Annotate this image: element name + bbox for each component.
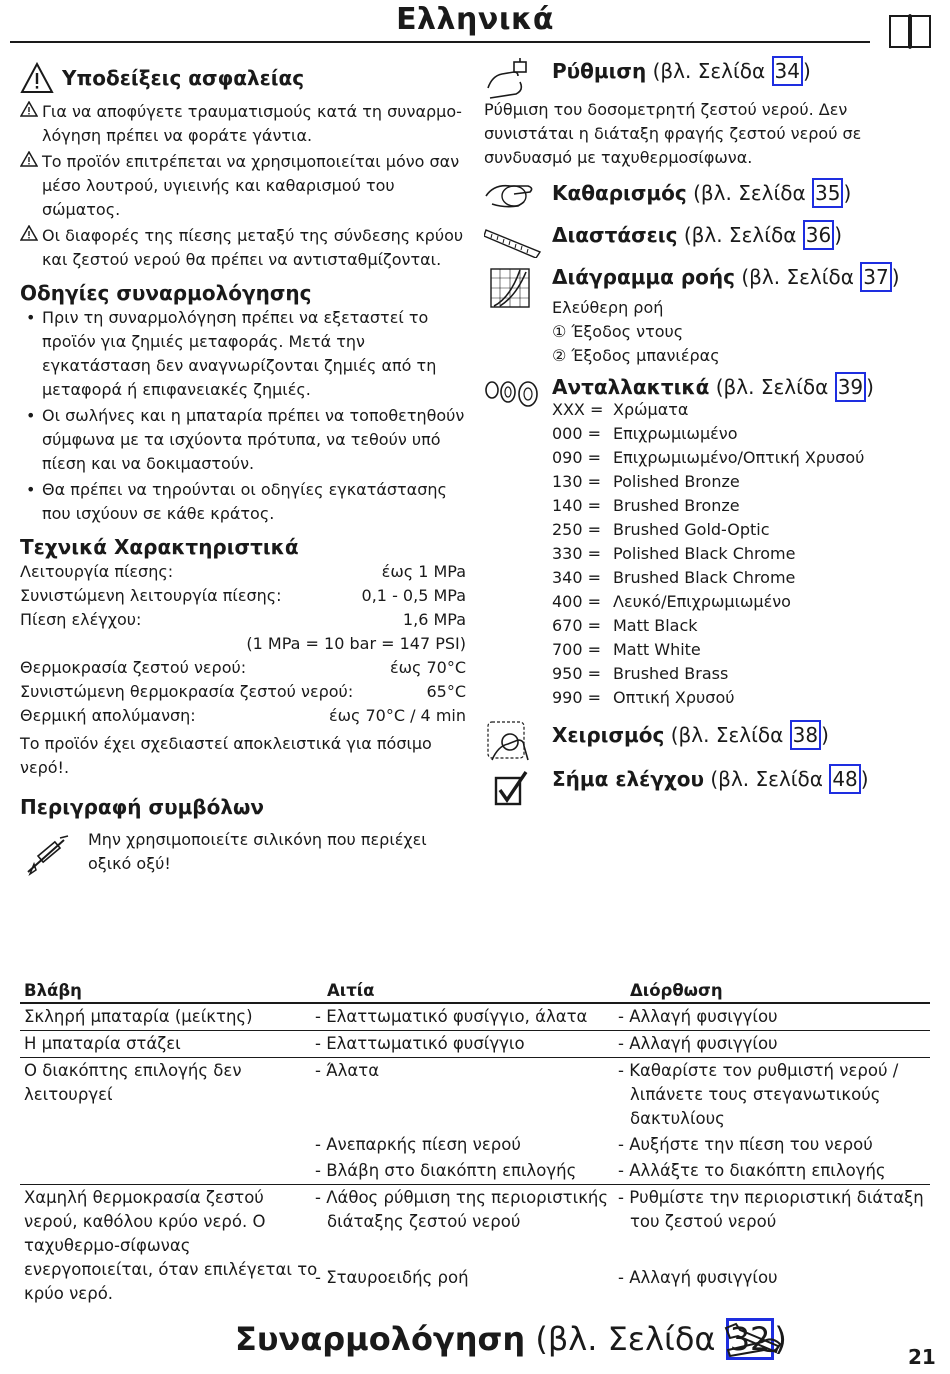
symbols-row	[20, 828, 466, 880]
cause-cell: - Βλάβη στο διακόπτη επιλογής	[323, 1158, 626, 1185]
color-name: Οπτική Χρυσού	[613, 688, 735, 707]
color-name: Brushed Gold-Optic	[613, 520, 770, 539]
operation-page-link[interactable]: 38	[790, 720, 821, 750]
assembly-footer-heading	[235, 1318, 787, 1360]
operation-title: Χειρισμός	[552, 723, 665, 747]
table-row	[20, 1031, 930, 1058]
footer-title: Συναρμολόγηση	[235, 1320, 526, 1358]
fix-cell: - Καθαρίστε τον ρυθμιστή νερού / λιπάνετε τους στεγανωτικούς δακτυλίους	[618, 1061, 899, 1128]
cause-cell: - Ελαττωματικό φυσίγγιο	[323, 1031, 626, 1058]
flow-lines	[552, 296, 932, 368]
color-code: 000 =	[552, 424, 602, 443]
color-row	[552, 518, 932, 542]
column-header: Διόρθωση	[626, 978, 930, 1003]
table-row	[20, 1003, 930, 1031]
safety-item	[20, 224, 466, 272]
spec-row	[20, 680, 466, 704]
table-row	[20, 1058, 930, 1133]
table-row	[20, 1185, 930, 1266]
table-header-row	[20, 978, 930, 1003]
flow-ref: (βλ. Σελίδα	[741, 265, 861, 289]
color-row	[552, 494, 932, 518]
safety-heading: Υποδείξεις ασφαλείας	[62, 66, 305, 90]
spec-label: Συνιστώμενη λειτουργία πίεσης:	[20, 586, 282, 605]
fix-cell: - Αλλαγή φυσιγγίου	[618, 1268, 778, 1288]
spec-value: 65°C	[426, 682, 466, 701]
cause-cell: - Ανεπαρκής πίεση νερού	[315, 1135, 521, 1154]
spec-row	[20, 632, 466, 656]
spare-parts-icon	[484, 376, 542, 410]
testmark-heading	[552, 764, 869, 794]
color-row	[552, 614, 932, 638]
safety-item-text: Για να αποφύγετε τραυματισμούς κατά τη συναρμο-λόγηση πρέπει να φοράτε γάντια.	[42, 102, 462, 145]
warning-icon	[20, 151, 38, 167]
color-name: Επιχρωμιωμένο	[613, 424, 738, 443]
cause-cell: - Ελαττωματικό φυσίγγιο, άλατα	[323, 1003, 626, 1031]
spec-label: Πίεση ελέγχου:	[20, 610, 142, 629]
adjust-ref: (βλ. Σελίδα	[652, 59, 772, 83]
dimensions-page-link[interactable]: 36	[803, 220, 834, 250]
spec-label: Θερμοκρασία ζεστού νερού:	[20, 658, 247, 677]
testmark-close: )	[860, 767, 869, 791]
safety-item-text: Το προϊόν επιτρέπεται να χρησιμοποιείται μόνο σαν μέσο λουτρού, υγιεινής και καθαρισμού του σώματος.	[42, 152, 460, 219]
spec-label: Λειτουργία πίεσης:	[20, 562, 174, 581]
assembly-item: • Πριν τη συναρμολόγηση πρέπει να εξεταστεί το προϊόν για ζημιές μεταφοράς. Μετά την εγκατάσταση δεν αναγνωρίζονται ζημιές από τη μεταφορά ή επιφανειακές ζημιές.	[20, 306, 466, 402]
cleaning-hand-icon	[484, 178, 544, 214]
flow-line: Ελεύθερη ροή	[552, 298, 664, 317]
tools-icon	[722, 1320, 787, 1360]
dimensions-title: Διαστάσεις	[552, 223, 678, 247]
footer-close: )	[774, 1320, 787, 1358]
cleaning-title: Καθαρισμός	[552, 181, 687, 205]
cleaning-close: )	[843, 181, 852, 205]
ruler-icon	[484, 224, 542, 258]
safety-item	[20, 100, 466, 148]
technical-note: Το προϊόν έχει σχεδιαστεί αποκλειστικά για πόσιμο νερό!.	[20, 734, 432, 777]
assembly-item: • Οι σωλήνες και η μπαταρία πρέπει να τοποθετηθούν σύμφωνα με τα ισχύοντα πρότυπα, να τεθούν υπό πίεση και να δοκιμαστούν.	[20, 404, 466, 476]
color-name: Brushed Bronze	[613, 496, 740, 515]
footer-page-link[interactable]: 32	[726, 1318, 775, 1360]
warning-icon	[20, 101, 38, 117]
flow-line: ② Έξοδος μπανιέρας	[552, 346, 720, 365]
color-row	[552, 566, 932, 590]
fix-cell: - Αλλάξτε το διακόπτη επιλογής	[626, 1158, 930, 1185]
spec-row	[20, 656, 466, 680]
operation-ref: (βλ. Σελίδα	[670, 723, 790, 747]
color-code: XXX =	[552, 400, 604, 419]
fix-cell: - Αλλαγή φυσιγγίου	[626, 1031, 930, 1058]
adjust-hand-icon	[484, 58, 532, 102]
color-row	[552, 470, 932, 494]
spec-row	[20, 560, 466, 584]
color-name: Επιχρωμιωμένο/Οπτική Χρυσού	[613, 448, 865, 467]
color-row	[552, 446, 932, 470]
adjust-title: Ρύθμιση	[552, 59, 647, 83]
color-row	[552, 638, 932, 662]
fault-table	[20, 978, 930, 1307]
spec-row	[20, 584, 466, 608]
color-code: 340 =	[552, 568, 602, 587]
color-name: Brushed Black Chrome	[613, 568, 796, 587]
technical-heading: Τεχνικά Χαρακτηριστικά	[20, 535, 299, 559]
color-name: Polished Bronze	[613, 472, 740, 491]
fix-cell: - Αλλαγή φυσιγγίου	[626, 1003, 930, 1031]
dimensions-close: )	[834, 223, 843, 247]
color-code: 700 =	[552, 640, 602, 659]
spec-row	[20, 704, 466, 728]
testmark-title: Σήμα ελέγχου	[552, 767, 705, 791]
fault-cell: Σκληρή μπαταρία (μείκτης)	[20, 1003, 323, 1031]
adjust-page-link[interactable]: 34	[772, 56, 803, 86]
color-code: 400 =	[552, 592, 602, 611]
spares-title: Ανταλλακτικά	[552, 375, 710, 399]
color-name: Λευκό/Επιχρωμιωμένο	[613, 592, 791, 611]
fix-cell: - Αυξήστε την πίεση του νερού	[618, 1135, 873, 1154]
spec-value: έως 70°C / 4 min	[328, 706, 466, 725]
dimensions-heading	[552, 220, 842, 250]
flow-line: ① Έξοδος ντους	[552, 322, 684, 341]
fault-cell: Ο διακόπτης επιλογής δεν λειτουργεί	[20, 1058, 323, 1185]
color-name: Χρώματα	[613, 400, 689, 419]
spec-label: Θερμική απολύμανση:	[20, 706, 196, 725]
spec-value: 1,6 MPa	[402, 610, 466, 629]
flow-heading	[552, 262, 900, 292]
color-name: Matt Black	[613, 616, 698, 635]
operation-hand-icon	[484, 720, 536, 764]
cleaning-ref: (βλ. Σελίδα	[693, 181, 813, 205]
book-icon	[887, 12, 933, 50]
fault-cell: Χαμηλή θερμοκρασία ζεστού νερού, καθόλου κρύο νερό. Ο ταχυθερμο-σίφωνας ενεργοποιείται, όταν επιλέγεται το κρύο νερό.	[24, 1188, 318, 1303]
spares-ref: (βλ. Σελίδα	[715, 375, 835, 399]
color-list	[552, 398, 932, 710]
checkbox-icon	[494, 770, 528, 808]
flow-close: )	[891, 265, 900, 289]
color-row	[552, 662, 932, 686]
color-name: Matt White	[613, 640, 701, 659]
color-row	[552, 422, 932, 446]
color-code: 950 =	[552, 664, 602, 683]
color-row	[552, 542, 932, 566]
color-code: 990 =	[552, 688, 602, 707]
color-row	[552, 686, 932, 710]
testmark-page-link[interactable]: 48	[829, 764, 860, 794]
column-header: Αιτία	[323, 978, 626, 1003]
spec-row	[20, 608, 466, 632]
operation-close: )	[821, 723, 829, 747]
left-column	[20, 62, 466, 880]
adjust-text: Ρύθμιση του δοσομετρητή ζεστού νερού. Δεν συνιστάται η διάταξη φραγής ζεστού νερού σε συνδυασμό με ταχυθερμοσίφωνα.	[484, 100, 862, 167]
color-code: 250 =	[552, 520, 602, 539]
flow-diagram-icon	[490, 268, 530, 308]
silicone-gun-icon	[24, 834, 72, 876]
spec-value: (1 MPa = 10 bar = 147 PSI)	[246, 634, 466, 653]
color-code: 330 =	[552, 544, 602, 563]
color-name: Brushed Brass	[613, 664, 729, 683]
color-code: 130 =	[552, 472, 602, 491]
spares-close: )	[866, 375, 874, 399]
spec-label: Συνιστώμενη θερμοκρασία ζεστού νερού:	[20, 682, 354, 701]
page-title: Ελληνικά	[396, 2, 554, 37]
color-row	[552, 590, 932, 614]
testmark-ref: (βλ. Σελίδα	[710, 767, 830, 791]
symbols-heading: Περιγραφή συμβόλων	[20, 795, 265, 819]
flow-page-link[interactable]: 37	[860, 262, 891, 292]
column-header: Βλάβη	[20, 978, 323, 1003]
cleaning-heading	[552, 178, 851, 208]
footer-ref: (βλ. Σελίδα	[535, 1320, 726, 1358]
assembly-item: • Θα πρέπει να τηρούνται οι οδηγίες εγκατάστασης που ισχύουν σε κάθε κράτος.	[20, 478, 466, 526]
fix-cell: - Ρυθμίστε την περιοριστική διάταξη του ζεστού νερού	[618, 1188, 924, 1231]
color-code: 140 =	[552, 496, 602, 515]
color-name: Polished Black Chrome	[613, 544, 796, 563]
color-code: 670 =	[552, 616, 602, 635]
safety-item	[20, 150, 466, 222]
cause-cell: - Σταυροειδής ροή	[315, 1268, 469, 1288]
spec-value: έως 70°C	[389, 658, 466, 677]
silicone-warning-text: Μην χρησιμοποιείτε σιλικόνη που περιέχει οξικό οξύ!	[88, 830, 427, 873]
color-row	[552, 398, 932, 422]
warning-icon	[20, 225, 38, 241]
adjust-close: )	[803, 59, 811, 83]
cause-cell: - Λάθος ρύθμιση της περιοριστικής διάταξης ζεστού νερού	[315, 1188, 609, 1231]
adjust-heading	[552, 56, 811, 86]
fault-cell: Η μπαταρία στάζει	[20, 1031, 323, 1058]
spec-value: 0,1 - 0,5 MPa	[361, 586, 466, 605]
spares-page-link[interactable]: 39	[835, 372, 866, 402]
cleaning-page-link[interactable]: 35	[812, 178, 843, 208]
title-rule	[10, 41, 870, 43]
operation-heading	[552, 720, 829, 750]
assembly-heading: Οδηγίες συναρμολόγησης	[20, 281, 312, 305]
flow-title: Διάγραμμα ροής	[552, 265, 735, 289]
color-code: 090 =	[552, 448, 602, 467]
warning-icon	[20, 62, 54, 94]
spec-value: έως 1 MPa	[381, 562, 466, 581]
safety-heading-row	[20, 62, 466, 94]
cause-cell: - Άλατα	[315, 1061, 380, 1080]
safety-item-text: Οι διαφορές της πίεσης μεταξύ της σύνδεσης κρύου και ζεστού νερού θα πρέπει να αντισταθμίζονται.	[42, 226, 464, 269]
page-number: 21	[908, 1345, 936, 1369]
dimensions-ref: (βλ. Σελίδα	[683, 223, 803, 247]
